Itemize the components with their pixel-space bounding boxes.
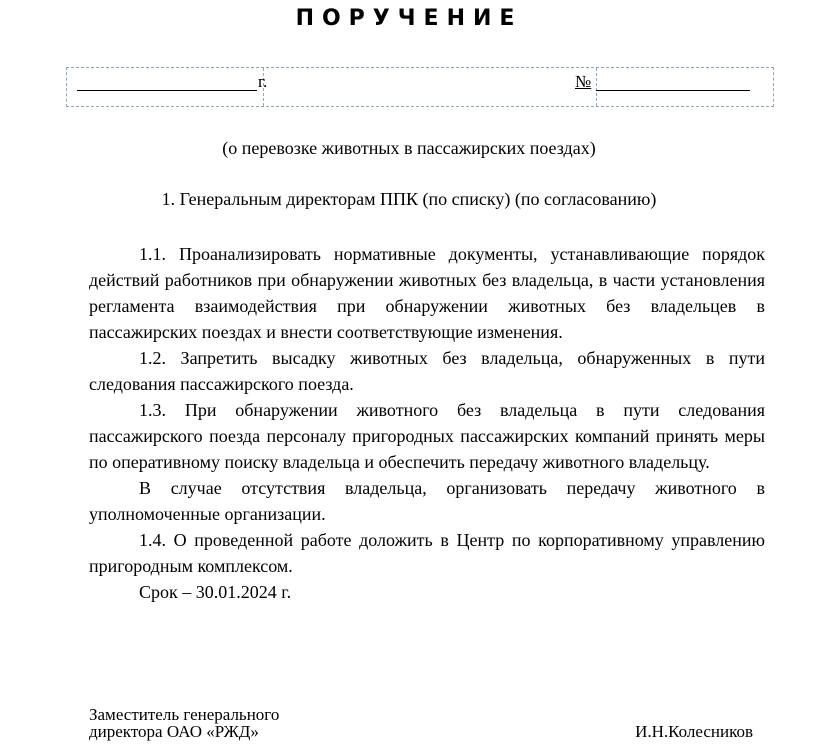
date-blank-line	[77, 90, 257, 91]
signature-block	[89, 706, 765, 740]
header-table	[66, 67, 774, 107]
signer-name: И.Н.Колесников	[635, 722, 753, 741]
paragraph-1-4: 1.4. О проведенной работе доложить в Центр по корпоративному управлению пригородным комплексом.	[89, 530, 765, 576]
paragraph-1-2: 1.2. Запретить высадку животных без владельца, обнаруженных в пути следования пассажирского поезда.	[89, 348, 765, 394]
number-sign: №	[575, 72, 592, 91]
signer-position-line2: директора ОАО «РЖД»	[89, 722, 259, 741]
number-blank-line	[596, 90, 750, 91]
document-subtitle: (о перевозке животных в пассажирских поездах)	[222, 138, 596, 158]
year-suffix: г.	[258, 72, 268, 91]
document-title: ПОРУЧЕНИЕ	[295, 6, 523, 31]
document-body	[89, 241, 765, 605]
paragraph-1-1: 1.1. Проанализировать нормативные документы, устанавливающие порядок действий работников при обнаружении животных без владельца, в части установления регламента взаимодействия при обнаружении животных без владельцев в пассажирских поездах и внести соответствующие изменения.	[89, 244, 765, 342]
paragraph-fallback: В случае отсутствия владельца, организовать передачу животного в уполномоченные организации.	[89, 478, 765, 524]
header-divider	[596, 68, 597, 106]
section-heading: 1. Генеральным директорам ППК (по списку) (по согласованию)	[161, 189, 657, 209]
signer-position-line1: Заместитель генерального	[89, 705, 280, 724]
deadline: Срок – 30.01.2024 г.	[139, 582, 292, 602]
paragraph-1-3: 1.3. При обнаружении животного без владельца в пути следования пассажирского поезда персоналу пригородных пассажирских компаний принять меры по оперативному поиску владельца и обеспечить передачу животного владельцу.	[89, 400, 765, 472]
